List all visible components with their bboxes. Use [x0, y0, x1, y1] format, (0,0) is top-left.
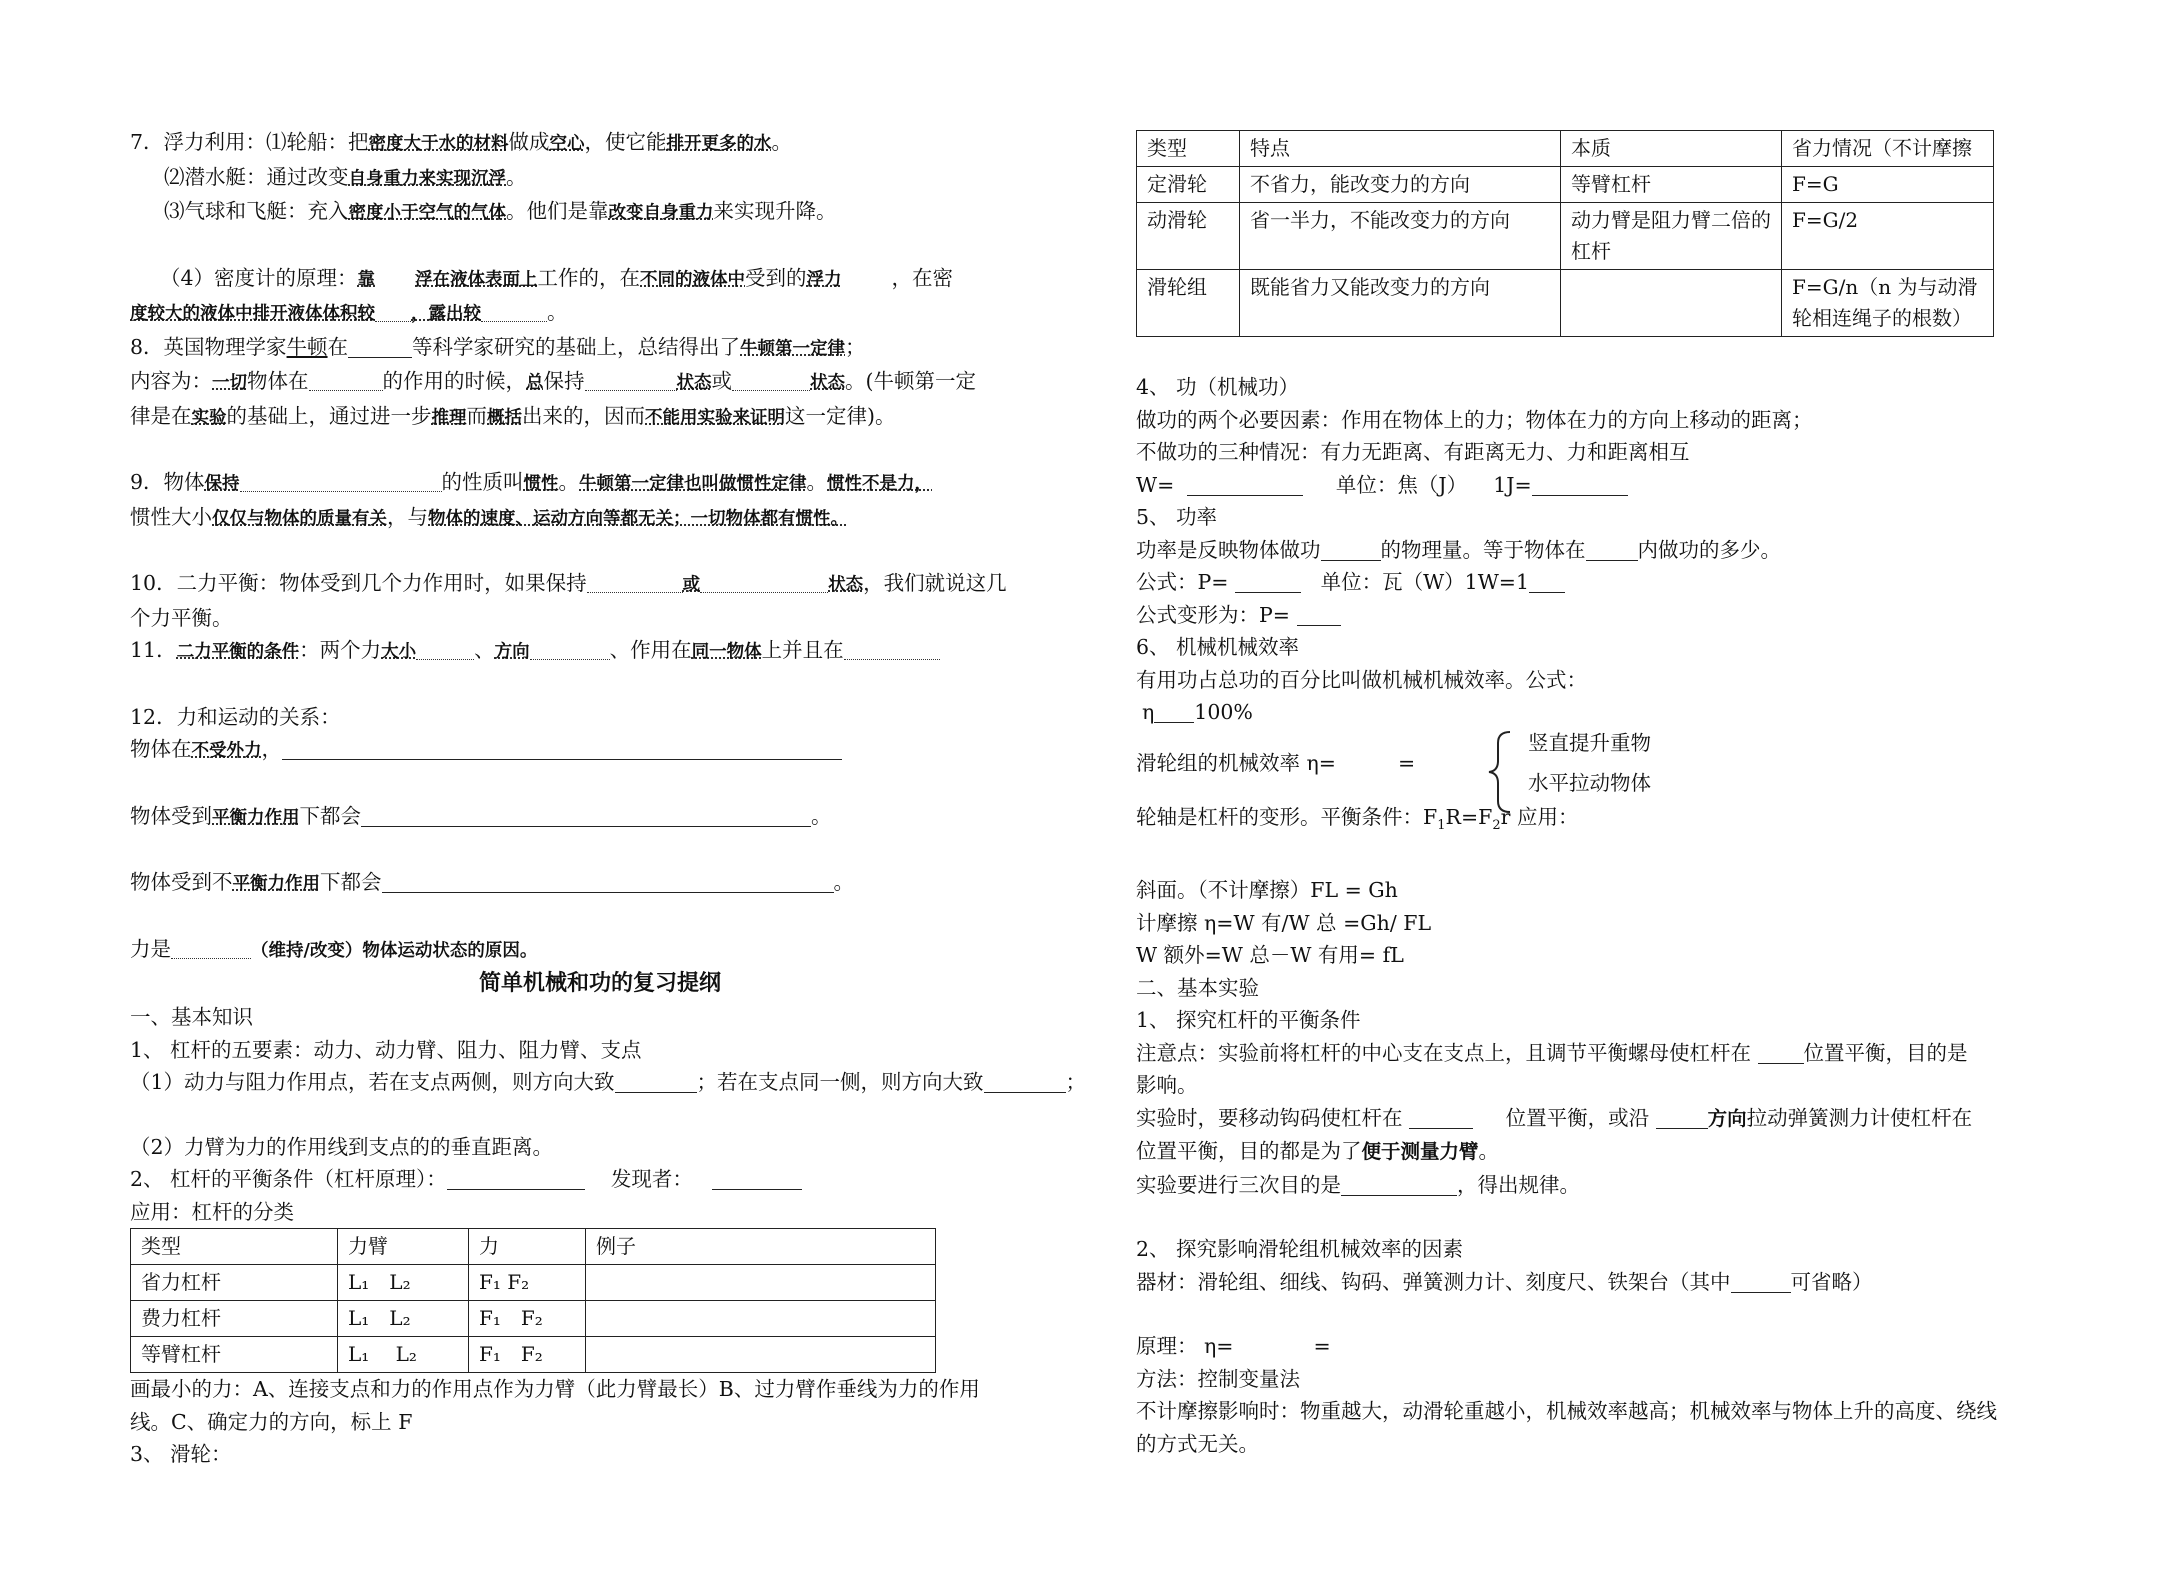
- equilibrium-conditions-line: [130, 634, 1070, 669]
- text: 的性质叫: [441, 470, 524, 494]
- lever-classification-table: [130, 1228, 936, 1373]
- handwritten-answer: 不能用实验来证明: [645, 407, 785, 428]
- balanced-force-line: [130, 800, 1070, 835]
- text: 等科学家研究的基础上，总结得出了: [412, 334, 741, 359]
- table-cell: 省力杠杆: [131, 1265, 338, 1301]
- handwritten-answer: ，露出较: [411, 304, 481, 324]
- handwritten-answer: 浮在液体表面上: [415, 269, 538, 290]
- text: 1J=: [1493, 472, 1532, 497]
- text: 方法：控制变量法: [1136, 1366, 1300, 1391]
- text: 物体受到不: [130, 870, 233, 894]
- left-column: [130, 126, 1087, 1471]
- text: （4）密度计的原理：: [160, 265, 358, 290]
- table-header: 力: [469, 1229, 586, 1265]
- work-formula-line: [1136, 469, 2080, 502]
- handwritten-answer: 不受外力: [191, 741, 262, 761]
- table-cell: F₁ F₂: [469, 1337, 586, 1373]
- text: =: [1397, 750, 1416, 775]
- text: 1: [1437, 817, 1446, 833]
- table-cell: L₁ L₂: [338, 1301, 469, 1337]
- handwritten-answer: 保持: [204, 474, 240, 494]
- text: ，: [261, 737, 282, 761]
- text: 的作用的时候，: [382, 369, 526, 393]
- table-cell: 定滑轮: [1137, 167, 1240, 203]
- text: 受到的: [745, 265, 807, 290]
- inertia-line: [130, 466, 1070, 501]
- newton-basis-line: [130, 400, 1070, 435]
- text: 。: [1478, 1139, 1500, 1164]
- text: 10．二力平衡：物体受到几个力作用时，如果保持: [130, 571, 587, 595]
- text: 位置平衡，目的都是为了: [1136, 1139, 1362, 1164]
- table-header: 力臂: [338, 1229, 469, 1265]
- table-row: [131, 1301, 936, 1337]
- handwritten-answer: （维持/改变）物体运动状态的原因。: [251, 940, 538, 961]
- text: 的基础上，通过进一步: [226, 403, 432, 428]
- table-cell: 动力臂是阻力臂二倍的杠杆: [1561, 203, 1782, 270]
- text: 在: [327, 334, 349, 359]
- text: 。: [811, 803, 832, 828]
- handwritten-answer: 状态: [810, 373, 845, 393]
- text: 内做功的多少。: [1637, 537, 1781, 562]
- table-cell: F₁ F₂: [469, 1265, 586, 1301]
- text: 实验要进行三次目的是: [1136, 1172, 1341, 1197]
- text: 2、 杠杆的平衡条件（杠杆原理）：: [130, 1167, 447, 1191]
- text: ；: [845, 334, 866, 359]
- table-cell: 省一半力，不能改变力的方向: [1240, 203, 1561, 270]
- text: 。: [506, 164, 527, 189]
- handwritten-answer: 惯性: [523, 474, 559, 494]
- handwritten-answer: 改变自身重力: [608, 203, 714, 223]
- text: 一、基本知识: [130, 1005, 253, 1029]
- handwritten-answer: 空心: [549, 134, 585, 154]
- text: 发现者：: [610, 1167, 693, 1191]
- curly-brace-icon: [1486, 729, 1514, 815]
- table-row: [131, 1337, 936, 1373]
- handwritten-answer: 状态: [676, 373, 712, 393]
- text: W=: [1136, 472, 1175, 497]
- text: 3、 滑轮：: [130, 1442, 232, 1466]
- table-header: 类型: [1137, 131, 1240, 167]
- table-cell: 费力杠杆: [131, 1301, 338, 1337]
- handwritten-answer: 二力平衡的条件: [176, 642, 300, 662]
- text: 而: [466, 403, 487, 428]
- text: ；若在支点同一侧，则方向大致: [696, 1070, 984, 1094]
- text: 。: [806, 470, 828, 494]
- principle-line: [1136, 1330, 2080, 1363]
- text: 2、 探究影响滑轮组机械效率的因素: [1136, 1237, 1464, 1262]
- newton-line: [130, 331, 1070, 366]
- text: 不做功的三种情况：有力无距离、有距离无力、力和距离相互: [1136, 440, 1690, 464]
- table-cell: F=G/2: [1782, 203, 1994, 270]
- text: 。: [833, 870, 854, 894]
- lever-direction-line: [130, 1066, 1087, 1099]
- table-cell: F=G: [1782, 167, 1994, 203]
- text: （1）动力与阻力作用点，若在支点两侧，则方向大致: [130, 1070, 615, 1094]
- text: 个力平衡。: [130, 605, 233, 630]
- text: 水平拉动物体: [1528, 770, 1651, 795]
- text: 公式：P=: [1136, 570, 1229, 594]
- text: 画最小的力：A、连接支点和力的作用点作为力臂（此力臂最长）B、过力臂作垂线为力的作用: [130, 1377, 980, 1401]
- text: 下都会: [320, 870, 382, 894]
- lever-principle-line: [130, 1163, 1070, 1196]
- text: ⑵潜水艇：通过改变: [164, 164, 349, 189]
- text: 、作用在: [609, 638, 692, 662]
- pulley-efficiency-block: [1136, 729, 2080, 797]
- text: 8．英国物理学家: [130, 334, 287, 359]
- equilibrium-line: [130, 567, 1070, 602]
- text: 、: [474, 638, 495, 662]
- text: 方向: [1707, 1106, 1747, 1130]
- text: 可省略）: [1790, 1269, 1873, 1294]
- text: R=F: [1445, 804, 1493, 829]
- text: ：两个力: [299, 638, 382, 662]
- table-row: [1137, 203, 1994, 270]
- lever-experiment-line-3: [1136, 1135, 2080, 1169]
- text: 100%: [1194, 700, 1253, 724]
- text: 拉动弹簧测力计使杠杆在: [1746, 1105, 1973, 1130]
- text: 1、 探究杠杆的平衡条件: [1136, 1008, 1361, 1033]
- handwritten-answer: 密度大于水的材料: [368, 134, 509, 154]
- table-header: 类型: [131, 1229, 338, 1265]
- table-row: [131, 1265, 936, 1301]
- text: ，使它能: [584, 130, 667, 154]
- text: 惯性大小: [130, 504, 212, 529]
- text: 物体在: [130, 737, 192, 761]
- handwritten-answer: 同一物体: [691, 642, 762, 662]
- text: 实验时，要移动钩码使杠杆在: [1136, 1105, 1403, 1130]
- handwritten-answer: 状态: [828, 575, 864, 595]
- handwritten-answer: 排开更多的水: [666, 134, 772, 154]
- text: 上并且在: [761, 638, 844, 662]
- handwritten-answer: 大小: [381, 642, 417, 662]
- submarine-line: [130, 161, 1070, 196]
- text: 工作的，在: [537, 265, 641, 290]
- text: 的物理量。等于物体在: [1380, 537, 1586, 562]
- table-cell: L₁ L₂: [338, 1265, 469, 1301]
- table-cell: [1561, 270, 1782, 337]
- text: 12．力和运动的关系：: [130, 704, 341, 729]
- text: 有用功占总功的百分比叫做机械机械效率。公式：: [1136, 667, 1587, 692]
- handwritten-answer: 度较大的液体中排开液体体积较: [130, 304, 375, 324]
- text: ；: [1065, 1070, 1087, 1094]
- pulley-table: [1136, 130, 1994, 337]
- text: 2: [1492, 817, 1501, 833]
- pulley-efficiency-label: [1136, 747, 1415, 780]
- table-cell: 等臂杠杆: [131, 1337, 338, 1373]
- balloon-line: [130, 195, 1070, 230]
- handwritten-answer: 自身重力来实现沉浮: [348, 168, 506, 189]
- text: 9．物体: [130, 470, 205, 494]
- text: 5、 功率: [1136, 505, 1218, 529]
- handwritten-answer: 牛顿第一定律: [740, 338, 846, 359]
- text: 。: [547, 300, 568, 324]
- text: 。他们是靠: [506, 199, 609, 223]
- equipment-line: [1136, 1266, 2080, 1299]
- table-row: [1137, 270, 1994, 337]
- text: 位置平衡，或沿: [1505, 1105, 1650, 1130]
- text: 便于测量力臂: [1361, 1140, 1479, 1164]
- text: 不计摩擦影响时：物重越大，动滑轮重越小，机械效率越高；机械效率与物体上升的高度、绕线: [1136, 1399, 1997, 1424]
- handwritten-answer: 物体的速度、运动方向等都无关；一切物体都有惯性。: [428, 508, 848, 529]
- text: 做功的两个必要因素：作用在物体上的力；物体在力的方向上移动的距离；: [1136, 407, 1813, 432]
- text: 出来的，因而: [522, 403, 645, 428]
- text: 下都会: [299, 803, 361, 828]
- handwritten-answer: 仅仅与物体的质量有关: [212, 508, 387, 529]
- handwritten-answer: 总: [526, 373, 544, 393]
- text: 做成: [508, 130, 550, 154]
- table-header: 例子: [586, 1229, 936, 1265]
- text: 斜面。（不计摩擦）FL = Gh: [1136, 878, 1398, 903]
- table-cell: 既能省力又能改变力的方向: [1240, 270, 1561, 337]
- text: 计摩擦 η=W 有/W 总 =Gh/ FL: [1136, 910, 1432, 935]
- no-force-line: [130, 733, 1070, 768]
- power-line: [1136, 534, 2080, 567]
- handwritten-answer: 推理: [431, 407, 467, 428]
- text: 影响。: [1136, 1073, 1198, 1098]
- text: ，得出规律。: [1457, 1172, 1580, 1197]
- lever-experiment-line: [1136, 1037, 2080, 1070]
- text: 4、 功（机械功）: [1136, 375, 1300, 399]
- text: 。(牛顿第一定: [845, 369, 976, 393]
- buoyancy-ship-line: [130, 126, 1070, 161]
- text: 或: [711, 369, 732, 393]
- handwritten-answer: 方向: [494, 642, 530, 662]
- text: 滑轮组的机械效率 η=: [1136, 750, 1336, 775]
- handwritten-answer: 不同的液体中: [640, 269, 746, 290]
- text: η: [1142, 700, 1155, 724]
- unbalanced-force-line: [130, 866, 1070, 901]
- text: （2）力臂为力的作用线到支点的的垂直距离。: [130, 1134, 554, 1159]
- table-row: [1137, 167, 1994, 203]
- table-header: 本质: [1561, 131, 1782, 167]
- table-cell: 不省力，能改变力的方向: [1240, 167, 1561, 203]
- handwritten-answer: 平衡力作用: [212, 807, 300, 828]
- text: 器材：滑轮组、细线、钩码、弹簧测力计、刻度尺、铁架台（其中: [1136, 1269, 1731, 1294]
- text: ，我们就说这几: [863, 571, 1007, 595]
- text: 牛顿: [286, 334, 328, 359]
- text: 线。C、确定力的方向，标上 F: [130, 1409, 413, 1434]
- hydrometer-line-2: [130, 296, 1070, 331]
- right-column: [1136, 130, 2080, 1460]
- table-header: 特点: [1240, 131, 1561, 167]
- text: 功率是反映物体做功: [1136, 537, 1321, 562]
- newton-content-line: [130, 365, 1070, 400]
- text: =: [1313, 1334, 1331, 1359]
- table-cell: [586, 1265, 936, 1301]
- table-header: 省力情况（不计摩擦: [1782, 131, 1994, 167]
- handwritten-answer: 概括: [487, 407, 522, 428]
- text: 轮轴是杠杆的变形。平衡条件：F: [1136, 804, 1438, 829]
- text: 来实现升降。: [713, 199, 837, 223]
- hydrometer-line: [130, 262, 1070, 297]
- lever-experiment-line-4: [1136, 1169, 2080, 1202]
- table-cell: F=G/n（n 为与动滑轮相连绳子的根数）: [1782, 270, 1994, 337]
- text: W 额外=W 总－W 有用= fL: [1136, 943, 1404, 968]
- text: 6、 机械机械效率: [1136, 635, 1300, 659]
- table-cell: F₁ F₂: [469, 1301, 586, 1337]
- handwritten-answer: 或: [682, 575, 701, 595]
- efficiency-formula-line: [1136, 696, 2080, 729]
- text: 原理： η=: [1136, 1334, 1234, 1359]
- power-transform-line: [1136, 599, 2080, 632]
- text: 位置平衡，目的是: [1803, 1040, 1968, 1065]
- handwritten-answer: 一切: [212, 373, 247, 393]
- text: 应用：杠杆的分类: [130, 1199, 294, 1224]
- handwritten-answer: 实验: [191, 407, 227, 428]
- table-cell: 等臂杠杆: [1561, 167, 1782, 203]
- text: 注意点：实验前将杠杆的中心支在支点上，且调节平衡螺母使杠杆在: [1136, 1040, 1751, 1065]
- text: 。: [558, 470, 580, 494]
- inertia-line-2: [130, 501, 1070, 536]
- text: 单位：焦（J）: [1335, 472, 1468, 497]
- handwritten-answer: 浮力: [806, 269, 842, 290]
- lever-experiment-line-2: [1136, 1102, 2080, 1136]
- text: 内容为：: [130, 369, 212, 393]
- text: 律是在: [130, 403, 192, 428]
- table-cell: [586, 1301, 936, 1337]
- table-cell: 动滑轮: [1137, 203, 1240, 270]
- text: 这一定律)。: [785, 403, 896, 428]
- handwritten-answer: 惯性不是力，: [827, 474, 933, 494]
- force-cause-line: [130, 933, 1070, 968]
- table-cell: L₁ L₂: [338, 1337, 469, 1373]
- text: 二、基本实验: [1136, 975, 1259, 1000]
- text: 物体受到: [130, 803, 212, 828]
- handwritten-answer: 牛顿第一定律也叫做惯性定律: [579, 474, 807, 494]
- text: ，在密: [891, 265, 954, 290]
- wheel-axle-line: [1136, 801, 2080, 843]
- text: 7．浮力利用：⑴轮船：把: [130, 130, 369, 154]
- text: 竖直提升重物: [1528, 730, 1651, 755]
- text: 11．: [130, 638, 177, 662]
- power-formula-line: [1136, 566, 2080, 599]
- text: r 应用：: [1500, 804, 1579, 829]
- section-title: 简单机械和功的复习提纲: [478, 971, 721, 996]
- table-cell: [586, 1337, 936, 1373]
- text: 物体在: [247, 369, 309, 393]
- handwritten-answer: 平衡力作用: [232, 874, 320, 894]
- handwritten-answer: 靠: [357, 269, 376, 290]
- text: ，与: [387, 504, 428, 529]
- text: ⑶气球和飞艇：充入: [164, 199, 349, 223]
- text: 单位：瓦（W）1W=1: [1320, 570, 1529, 594]
- text: 公式变形为：P=: [1136, 602, 1290, 627]
- text: 1、 杠杆的五要素：动力、动力臂、阻力、阻力臂、支点: [130, 1037, 642, 1062]
- text: 力是: [130, 936, 171, 961]
- handwritten-answer: 密度小于空气的气体: [348, 203, 506, 223]
- table-cell: 滑轮组: [1137, 270, 1240, 337]
- text: 保持: [543, 369, 585, 393]
- text: 。: [771, 130, 793, 154]
- text: 的方式无关。: [1136, 1431, 1259, 1456]
